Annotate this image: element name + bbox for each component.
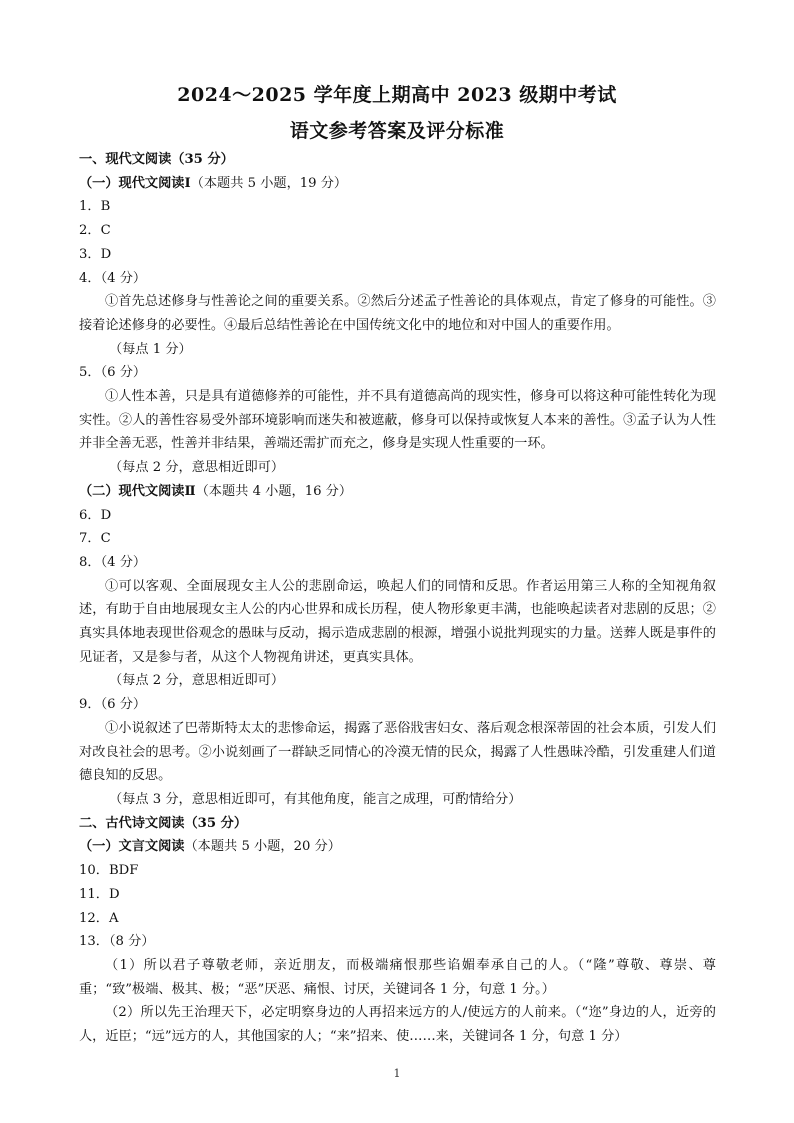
answer-q3: 3．D <box>79 246 112 262</box>
question-label-q5: 5．（6 分） <box>79 365 147 381</box>
document-title: 2024～2025 学年度上期高中 2023 级期中考试 <box>177 84 617 106</box>
answer-q2: 2．C <box>79 223 111 239</box>
scoring-note-q4: （每点 1 分） <box>109 341 192 357</box>
answer-q10: 10．BDF <box>79 863 139 879</box>
scoring-note-q9: （每点 3 分，意思相近即可，有其他角度，能言之成理，可酌情给分） <box>109 791 522 807</box>
section-heading-modern-reading: 一、现代文阅读（35 分） <box>79 152 234 167</box>
answer-q5-text: ①人性本善，只是具有道德修养的可能性，并不具有道德高尚的现实性，修身可以将这种可能性转化为现实性。②人的善性容易受外部环境影响而迷失和被遮蔽，修身可以保持或恢复人本来的善性。③孟子认为人性并非全善无恶，性善并非结果，善端还需扩而充之，修身是实现人性重要的一环。 <box>79 389 716 452</box>
answer-q9-text: ①小说叙述了巴蒂斯特太太的悲惨命运，揭露了恶俗戕害妇女、落后观念根深蒂固的社会本质，引发人们对改良社会的思考。②小说刻画了一群缺乏同情心的冷漠无情的民众，揭露了人性愚昧冷酷，引发重建人们道德良知的反思。 <box>79 720 716 784</box>
subsection-info: （本题共 5 小题，19 分） <box>190 175 348 191</box>
page-number: 1 <box>393 1067 401 1080</box>
subsection-heading-modern-reading-1 <box>79 172 716 196</box>
answer-q13-item2: （2）所以先王治理天下，必定明察身边的人再招来远方的人/使远方的人前来。（“迩”身边的人，近旁的人，近臣；“远”远方的人，其他国家的人；“来”招来、使……来，关键词各 1 分，句意 1 分） <box>79 1005 716 1045</box>
subsection-heading-classical-prose <box>79 835 716 859</box>
subsection-title: （一）现代文阅读Ⅰ <box>79 175 191 191</box>
subsection-heading-modern-reading-2 <box>79 480 716 504</box>
answer-q6: 6．D <box>79 507 112 523</box>
question-label-q8: 8．（4 分） <box>79 554 147 570</box>
question-label-q9: 9．（6 分） <box>79 697 147 713</box>
subsection-title: （一）文言文阅读 <box>79 839 185 855</box>
answer-q13-item1: （1）所以君子尊敬老师，亲近朋友，而极端痛恨那些谄媚奉承自己的人。（“隆”尊敬、尊崇、尊重；“致”极端、极其、极；“恶”厌恶、痛恨、讨厌，关键词各 1 分，句意 1 分。） <box>79 957 716 997</box>
question-label-q13: 13．（8 分） <box>79 934 155 950</box>
subsection-title: （二）现代文阅读Ⅱ <box>79 483 196 499</box>
scoring-note-q5: （每点 2 分，意思相近即可） <box>109 460 285 476</box>
scoring-note-q8: （每点 2 分，意思相近即可） <box>109 673 285 689</box>
answer-q12: 12．A <box>79 910 119 926</box>
answer-q1: 1．B <box>79 199 111 215</box>
section-heading-classical-reading: 二、古代诗文阅读（35 分） <box>79 815 248 831</box>
answer-q4-text: ①首先总述修身与性善论之间的重要关系。②然后分述孟子性善论的具体观点，肯定了修身的可能性。③接着论述修身的必要性。④最后总结性善论在中国传统文化中的地位和对中国人的重要作用。 <box>79 294 716 333</box>
document-subtitle: 语文参考答案及评分标准 <box>289 120 505 142</box>
subsection-info: （本题共 4 小题，16 分） <box>195 483 353 499</box>
question-label-q4: 4．（4 分） <box>79 270 147 286</box>
answer-q8-text: ①可以客观、全面展现女主人公的悲剧命运，唤起人们的同情和反思。作者运用第三人称的全知视角叙述，有助于自由地展现女主人公的内心世界和成长历程，使人物形象更丰满，也能唤起读者对悲剧的反思；②真实具体地表现世俗观念的愚昧与反动，揭示造成悲剧的根源，增强小说批判现实的力量。送葬人既是事件的见证者，又是参与者，从这个人物视角讲述，更真实具体。 <box>79 578 716 665</box>
answer-q11: 11．D <box>79 886 120 902</box>
document-body <box>79 148 716 1049</box>
answer-q7: 7．C <box>79 531 111 547</box>
subsection-info: （本题共 5 小题，20 分） <box>184 839 341 855</box>
